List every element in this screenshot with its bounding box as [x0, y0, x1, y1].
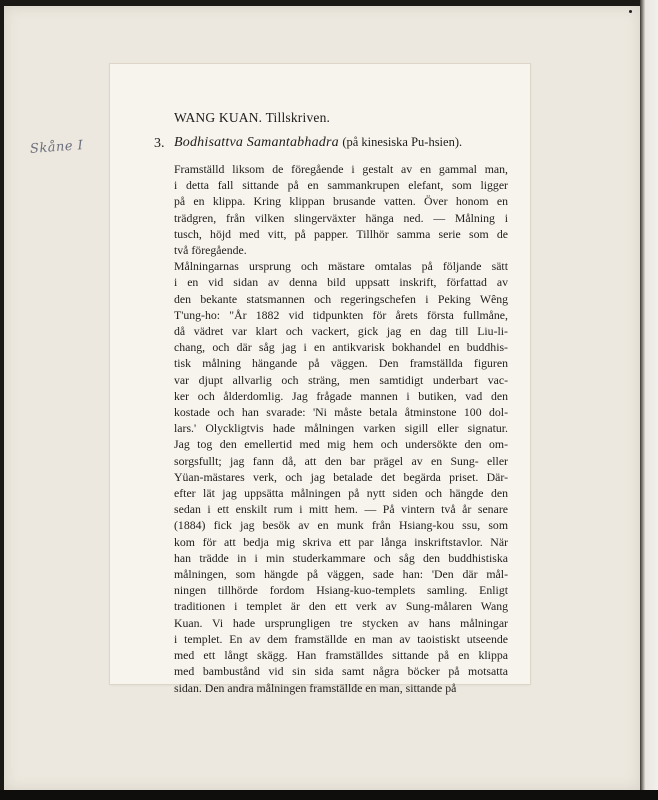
entry-subtitle: (på kinesiska Pu-hsien). — [342, 135, 463, 149]
author-heading: WANG KUAN. Tillskriven. — [174, 110, 331, 125]
body-line: tusch, höjd med vitt, på papper. Tillhör samma serie som de — [174, 226, 508, 241]
body-line: i en vid sidan av denna bild uppsatt inskrift, författad av — [174, 275, 508, 290]
handwritten-margin-note: Skåne I — [29, 138, 84, 157]
body-line: var djupt allvarlig och sträng, men samtidigt underbart vac- — [174, 372, 508, 387]
body-line: då vädret var klart och vackert, gick jag en dag till Liu-li- — [174, 324, 508, 339]
body-line: Yüan-mästares verk, och jag betalade det begärda priset. Där- — [174, 469, 508, 484]
body-line: Målningarnas ursprung och mästare omtalas på följande sätt — [174, 259, 508, 274]
body-line: sorgsfullt; jag fann då, att den bar prägel av en Sung- eller — [174, 453, 508, 468]
pasted-page — [110, 64, 530, 695]
entry-title-main: Bodhisattva Samantabhadra — [174, 135, 339, 150]
body-line: kom för att bedja mig skriva ett par långa inskriftstavlor. När — [174, 534, 508, 549]
body-line: traditionen i templet är den ett verk av Sung-målaren Wang — [174, 599, 508, 614]
body-line: kostade och han svarade: 'Ni måste betala åtminstone 100 dol- — [174, 405, 508, 420]
body-text — [174, 161, 508, 696]
entry-title — [174, 135, 462, 151]
board-edge — [640, 0, 658, 800]
corner-mark — [629, 10, 632, 13]
body-line: på en klippa. Kring klippan brusande vatten. Över honom en — [174, 194, 508, 209]
body-line: sidan. Den andra målningen framställde en man, sittande på — [174, 680, 457, 695]
body-line: sedan i ett enskilt rum i mitt hem. — På vintern två år senare — [174, 502, 508, 517]
body-line: i detta fall sittande på en sammankrupen elefant, som ligger — [174, 178, 508, 193]
body-line: chang, och där såg jag i en antikvarisk bokhandel en buddhis- — [174, 340, 508, 355]
body-line: ningen tillhörde fordom Hsiang-kuo-templets samling. Enligt — [174, 583, 508, 598]
body-line: lars.' Olyckligtvis hade målningen varken sigill eller signatur. — [174, 421, 508, 436]
body-line: han trädde in i min studerkammare och såg den buddhistiska — [174, 550, 508, 565]
body-line: Kuan. Vi hade ursprungligen tre stycken av hans målningar — [174, 615, 508, 630]
entry-number: 3. — [154, 136, 165, 151]
body-line: den bekante statsmannen och regeringschefen i Peking Wêng — [174, 291, 508, 306]
body-line: två föregående. — [174, 243, 247, 258]
body-line: i templet. En av dem framställde en man av taoistiskt utseende — [174, 631, 508, 646]
body-line: tisk målning hängande på väggen. Den framställda figuren — [174, 356, 508, 371]
body-line: efter lät jag uppsätta målningen på nytt siden och hängde den — [174, 486, 508, 501]
body-line: målningen, som hängde på väggen, sade han: 'Den där mål- — [174, 567, 508, 582]
body-line: (1884) fick jag besök av en munk från Hsiang-kou ssu, som — [174, 518, 508, 533]
body-line: Jag tog den emellertid med mig hem och undersökte den om- — [174, 437, 508, 452]
body-line: Framställd liksom de föregående i gestalt av en gammal man, — [174, 162, 508, 176]
body-line: T'ung-ho: "År 1882 vid tidpunkten för årets första fullmåne, — [174, 307, 508, 322]
bottom-edge — [0, 790, 658, 800]
body-line: med bambustånd vid sin sida samt några böcker på motsatta — [174, 664, 508, 679]
body-line: trädgren, från vilken slingerväxter hänga ned. — Målning i — [174, 210, 508, 225]
body-line: med ett långt skägg. Han framställdes sittande på en klippa — [174, 648, 508, 663]
body-line: ker och ålderdomlig. Jag frågade mannen i butiken, vad den — [174, 388, 508, 403]
